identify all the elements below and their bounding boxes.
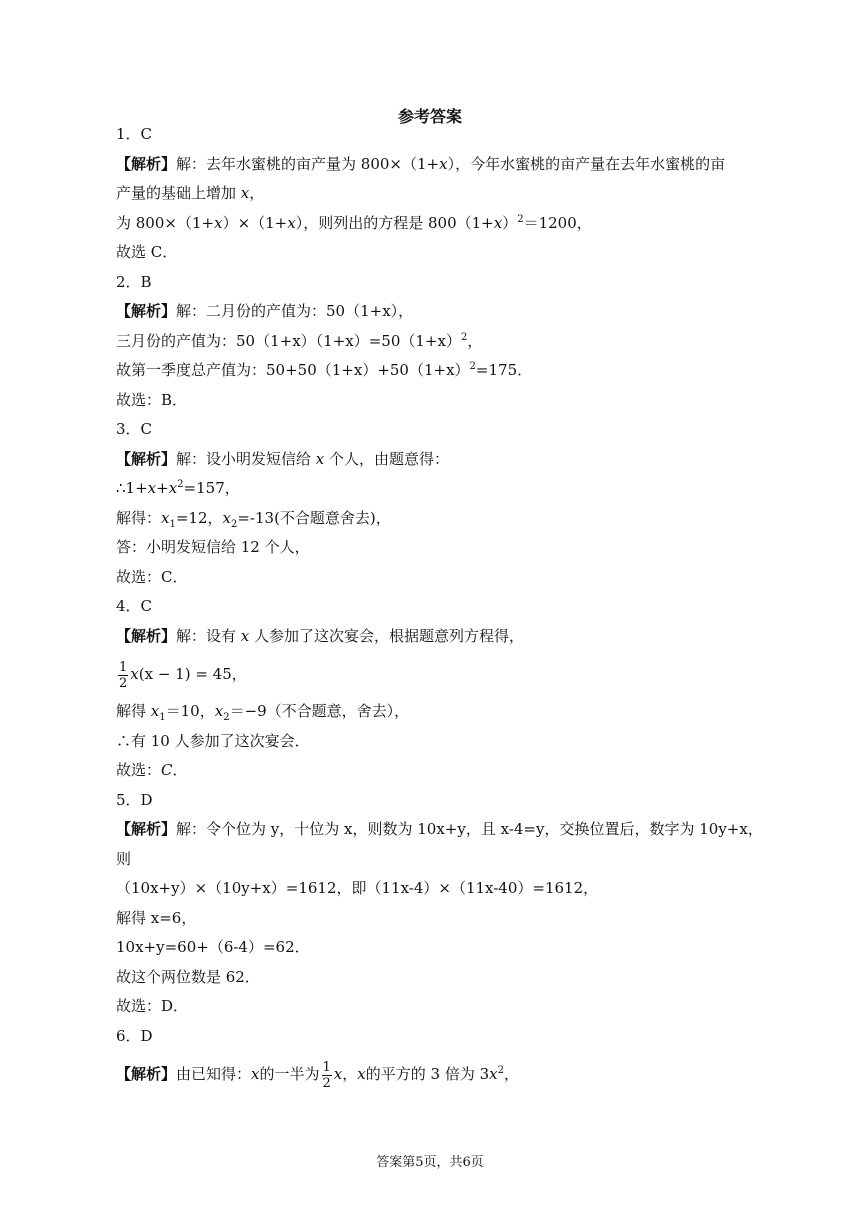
answer-3-line-4: 答：小明发短信给 12 个人，	[116, 538, 310, 556]
answer-5-line-6: 故这个两位数是 62．	[116, 967, 260, 986]
answer-3-line-1: 【解析】解：设小明发短信给 x 个人，由题意得：	[116, 449, 450, 468]
analysis-tag: 【解析】	[116, 154, 177, 173]
answer-5-heading: 5．D	[116, 790, 153, 809]
answer-4-heading: 4．C	[116, 597, 153, 615]
answer-5-line-4: 解得 x=6，	[116, 908, 197, 927]
answer-2-heading: 2．B	[116, 272, 152, 291]
answer-1-line-2: 产量的基础上增加 x，	[116, 184, 265, 202]
answer-4-line-5: 故选：C．	[116, 761, 188, 779]
answer-3-line-3: 解得：$x_1=12$，$x_2=-13$(不合题意舍去)，	[116, 508, 391, 530]
answer-4-line-4: ∴有 10 人参加了这次宴会．	[116, 731, 310, 750]
fraction: $\frac{1}{2}$	[322, 1059, 331, 1091]
answer-1-line-3: 为 800×（1+x）×（1+x），则列出的方程是 $800(1+x)^2=1200$，	[116, 213, 592, 232]
answer-5-line-3: （10x+y）×（10y+x）=1612，即（11x-4）×（11x-40）=1612，	[116, 879, 599, 897]
answer-4-line-3: 解得 $x_1=10$，$x_2=-9$（不合题意，舍去），	[116, 702, 410, 723]
answer-1-line-4: 故选 C．	[116, 243, 178, 261]
answer-2-line-2: 三月份的产值为：$50(1+x)(1+x)=50(1+x)^2$，	[116, 331, 483, 350]
fraction: $\frac{1}{2}$	[119, 659, 128, 691]
answer-3-heading: 3．C	[116, 420, 153, 438]
answer-6-heading: 6．D	[116, 1026, 153, 1045]
answer-3-line-5: 故选：C．	[116, 567, 188, 586]
answer-1-line-1: 【解析】解：去年水蜜桃的亩产量为 800×（1+x），今年水蜜桃的亩产量在去年水蜜桃的亩	[116, 154, 726, 173]
answer-2-line-4: 故选：B．	[116, 390, 188, 409]
answer-5-line-7: 故选：D．	[116, 997, 189, 1015]
answer-5-line-2: 则	[116, 849, 132, 868]
answer-4-line-1: 【解析】解：设有 x 人参加了这次宴会，根据题意列方程得，	[116, 626, 525, 645]
answer-5-line-5: 10x+y=60+（6-4）=62．	[116, 938, 310, 956]
page-title: 参考答案	[397, 107, 462, 126]
answer-1-heading: 1．C	[116, 125, 153, 143]
answer-2-line-3: 故第一季度总产值为：$50+50(1+x)+50(1+x)^2=175$．	[116, 361, 533, 379]
answer-content	[116, 120, 763, 1097]
answer-5-line-1: 【解析】解：令个位为 y，十位为 x，则数为 10x+y，且 x-4=y，交换位置后，数字为 10y+x，	[116, 820, 763, 838]
page-footer: 答案第5页，共6页	[376, 1155, 484, 1170]
answer-6-line-1: 【解析】由已知得：x的一半为 $\frac{1}{2}$ x，x的平方的 3 倍为 $3x^2$，	[116, 1059, 520, 1091]
answer-3-line-2: $\therefore 1+x+x^2=157$，	[116, 479, 240, 497]
answer-4-equation: $\frac{1}{2}$ x(x − 1) = 45，	[119, 659, 247, 691]
answer-2-line-1: 【解析】解：二月份的产值为：50（1+x），	[116, 302, 414, 320]
